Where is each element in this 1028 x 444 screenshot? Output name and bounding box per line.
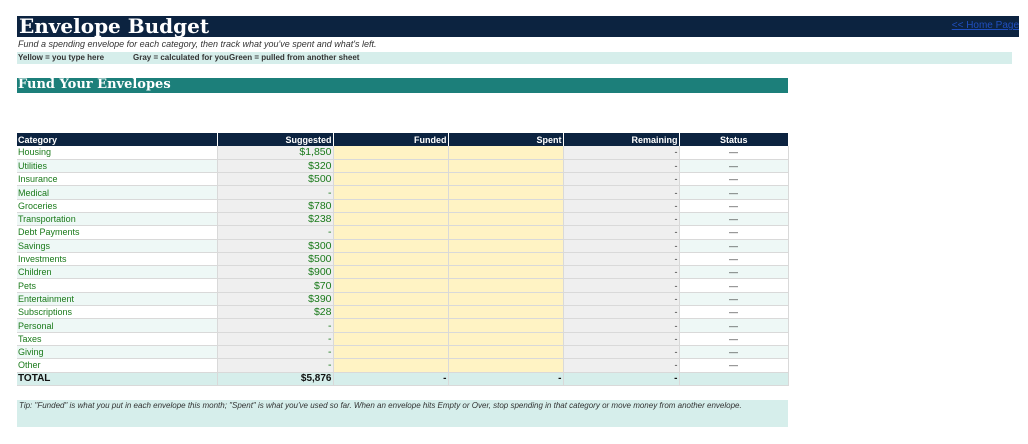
- header-category: Category: [17, 133, 217, 146]
- funded-input[interactable]: [333, 266, 448, 279]
- table-row: [17, 212, 788, 225]
- spent-input[interactable]: [448, 345, 563, 358]
- status-cell: —: [679, 252, 788, 265]
- status-cell: —: [679, 359, 788, 372]
- table-row: [17, 332, 788, 345]
- title-bar: [17, 16, 1019, 37]
- remaining-cell: -: [563, 199, 679, 212]
- spent-input[interactable]: [448, 332, 563, 345]
- status-cell: —: [679, 279, 788, 292]
- funded-input[interactable]: [333, 186, 448, 199]
- remaining-cell: -: [563, 332, 679, 345]
- category-cell: Personal: [17, 319, 217, 332]
- table-row: [17, 173, 788, 186]
- section-header: [17, 78, 788, 93]
- suggested-cell: $70: [217, 279, 333, 292]
- color-legend: [17, 52, 1012, 64]
- table-row: [17, 319, 788, 332]
- spent-input[interactable]: [448, 319, 563, 332]
- funded-input[interactable]: [333, 159, 448, 172]
- suggested-cell: $320: [217, 159, 333, 172]
- tip-text: Tip: "Funded" is what you put in each envelope this month; "Spent" is what you've used so far. When an envelope hits Empty or Over, stop spending in that category or move money from another envelope.: [19, 401, 742, 410]
- table-row: [17, 159, 788, 172]
- funded-input[interactable]: [333, 279, 448, 292]
- category-cell: Taxes: [17, 332, 217, 345]
- suggested-cell: -: [217, 226, 333, 239]
- remaining-cell: -: [563, 266, 679, 279]
- funded-input[interactable]: [333, 199, 448, 212]
- funded-input[interactable]: [333, 212, 448, 225]
- header-status: Status: [679, 133, 788, 146]
- table-body: [17, 146, 788, 372]
- suggested-cell: -: [217, 359, 333, 372]
- remaining-cell: -: [563, 292, 679, 305]
- table-header-row: [17, 133, 788, 146]
- suggested-cell: $780: [217, 199, 333, 212]
- total-row: [17, 372, 788, 385]
- table-row: [17, 345, 788, 358]
- table-row: [17, 252, 788, 265]
- spent-input[interactable]: [448, 212, 563, 225]
- remaining-cell: -: [563, 159, 679, 172]
- legend-yellow: Yellow = you type here: [18, 53, 105, 62]
- header-remaining: Remaining: [563, 133, 679, 146]
- category-cell: Investments: [17, 252, 217, 265]
- category-cell: Medical: [17, 186, 217, 199]
- total-funded: -: [333, 372, 448, 385]
- spent-input[interactable]: [448, 306, 563, 319]
- header-suggested: Suggested: [217, 133, 333, 146]
- suggested-cell: $390: [217, 292, 333, 305]
- suggested-cell: -: [217, 345, 333, 358]
- spent-input[interactable]: [448, 292, 563, 305]
- total-spent: -: [448, 372, 563, 385]
- status-cell: —: [679, 319, 788, 332]
- page-title: Envelope Budget: [19, 14, 210, 38]
- remaining-cell: -: [563, 186, 679, 199]
- status-cell: —: [679, 306, 788, 319]
- status-cell: —: [679, 146, 788, 159]
- suggested-cell: $1,850: [217, 146, 333, 159]
- funded-input[interactable]: [333, 306, 448, 319]
- status-cell: —: [679, 345, 788, 358]
- status-cell: —: [679, 266, 788, 279]
- funded-input[interactable]: [333, 345, 448, 358]
- category-cell: Housing: [17, 146, 217, 159]
- table-row: [17, 306, 788, 319]
- suggested-cell: $300: [217, 239, 333, 252]
- total-remaining: -: [563, 372, 679, 385]
- suggested-cell: $500: [217, 173, 333, 186]
- suggested-cell: -: [217, 186, 333, 199]
- total-status: [679, 372, 788, 385]
- funded-input[interactable]: [333, 252, 448, 265]
- remaining-cell: -: [563, 252, 679, 265]
- category-cell: Transportation: [17, 212, 217, 225]
- funded-input[interactable]: [333, 239, 448, 252]
- home-page-link[interactable]: << Home Page: [951, 20, 1019, 31]
- suggested-cell: $28: [217, 306, 333, 319]
- spent-input[interactable]: [448, 239, 563, 252]
- table-row: [17, 146, 788, 159]
- category-cell: Other: [17, 359, 217, 372]
- suggested-cell: -: [217, 332, 333, 345]
- table-row: [17, 292, 788, 305]
- remaining-cell: -: [563, 173, 679, 186]
- status-cell: —: [679, 159, 788, 172]
- spent-input[interactable]: [448, 173, 563, 186]
- spent-input[interactable]: [448, 226, 563, 239]
- remaining-cell: -: [563, 319, 679, 332]
- funded-input[interactable]: [333, 319, 448, 332]
- table-row: [17, 186, 788, 199]
- table-row: [17, 199, 788, 212]
- status-cell: —: [679, 199, 788, 212]
- spent-input[interactable]: [448, 279, 563, 292]
- header-funded: Funded: [333, 133, 448, 146]
- spent-input[interactable]: [448, 199, 563, 212]
- remaining-cell: -: [563, 239, 679, 252]
- table-row: [17, 279, 788, 292]
- suggested-cell: -: [217, 319, 333, 332]
- remaining-cell: -: [563, 345, 679, 358]
- remaining-cell: -: [563, 212, 679, 225]
- status-cell: —: [679, 292, 788, 305]
- total-label: TOTAL: [17, 372, 217, 385]
- funded-input[interactable]: [333, 226, 448, 239]
- status-cell: —: [679, 173, 788, 186]
- table-row: [17, 359, 788, 372]
- remaining-cell: -: [563, 279, 679, 292]
- suggested-cell: $238: [217, 212, 333, 225]
- section-title: Fund Your Envelopes: [18, 77, 171, 92]
- category-cell: Entertainment: [17, 292, 217, 305]
- status-cell: —: [679, 212, 788, 225]
- envelope-table: [17, 133, 789, 386]
- category-cell: Groceries: [17, 199, 217, 212]
- category-cell: Debt Payments: [17, 226, 217, 239]
- funded-input[interactable]: [333, 146, 448, 159]
- category-cell: Pets: [17, 279, 217, 292]
- legend-green: Green = pulled from another sheet: [229, 53, 360, 62]
- spent-input[interactable]: [448, 159, 563, 172]
- table-row: [17, 239, 788, 252]
- funded-input[interactable]: [333, 359, 448, 372]
- page-subtitle: Fund a spending envelope for each category, then track what you've spent and what's left.: [18, 39, 377, 49]
- tip-box: [17, 400, 788, 427]
- suggested-cell: $900: [217, 266, 333, 279]
- status-cell: —: [679, 332, 788, 345]
- status-cell: —: [679, 226, 788, 239]
- category-cell: Insurance: [17, 173, 217, 186]
- table-row: [17, 226, 788, 239]
- remaining-cell: -: [563, 359, 679, 372]
- spent-input[interactable]: [448, 266, 563, 279]
- table-row: [17, 266, 788, 279]
- legend-gray: Gray = calculated for you: [133, 53, 229, 62]
- category-cell: Savings: [17, 239, 217, 252]
- funded-input[interactable]: [333, 332, 448, 345]
- category-cell: Subscriptions: [17, 306, 217, 319]
- total-suggested: $5,876: [217, 372, 333, 385]
- status-cell: —: [679, 186, 788, 199]
- remaining-cell: -: [563, 306, 679, 319]
- header-spent: Spent: [448, 133, 563, 146]
- spent-input[interactable]: [448, 359, 563, 372]
- status-cell: —: [679, 239, 788, 252]
- category-cell: Giving: [17, 345, 217, 358]
- category-cell: Children: [17, 266, 217, 279]
- remaining-cell: -: [563, 226, 679, 239]
- suggested-cell: $500: [217, 252, 333, 265]
- remaining-cell: -: [563, 146, 679, 159]
- funded-input[interactable]: [333, 173, 448, 186]
- funded-input[interactable]: [333, 292, 448, 305]
- category-cell: Utilities: [17, 159, 217, 172]
- spent-input[interactable]: [448, 146, 563, 159]
- spent-input[interactable]: [448, 186, 563, 199]
- spent-input[interactable]: [448, 252, 563, 265]
